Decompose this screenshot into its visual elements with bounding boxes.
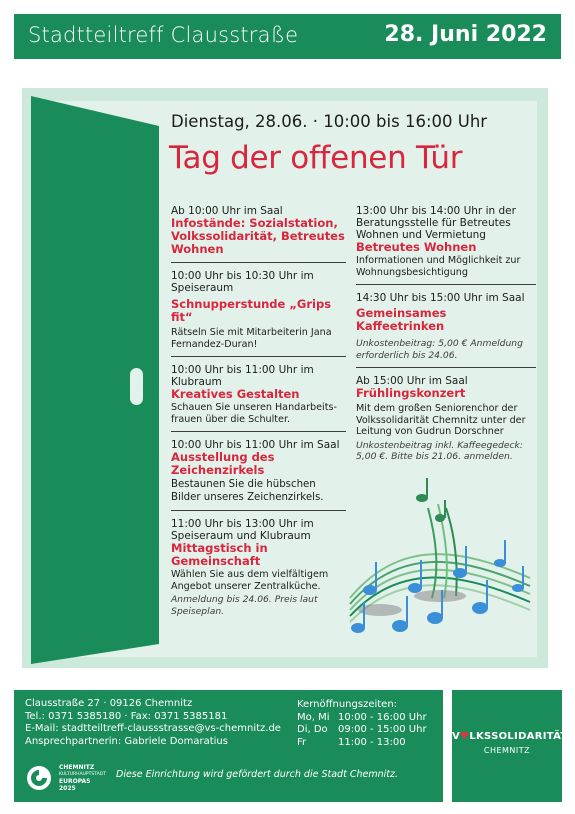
program-left	[171, 205, 346, 630]
hours-days: Fr	[297, 736, 307, 748]
program-item	[171, 364, 346, 432]
item-time: 14:30 Uhr bis 15:00 Uhr im Saal	[356, 292, 525, 304]
item-time: Ab 15:00 Uhr im Saal	[356, 375, 468, 387]
hours-time: 10:00 - 16:00 Uhr	[338, 711, 427, 723]
hours-row	[297, 712, 427, 725]
item-heading: Frühlingskonzert	[356, 386, 466, 400]
item-heading: Infostände: Sozialstation, Volkssolidarität, Betreutes Wohnen	[171, 216, 345, 256]
opening-hours	[297, 699, 427, 749]
item-time: 11:00 Uhr bis 13:00 Uhr im Speiseraum und Klubraum	[171, 518, 314, 542]
vs-city: CHEMNITZ	[483, 746, 531, 755]
hours-time: 11:00 - 13:00	[338, 736, 406, 748]
item-heading: Ausstellung des Zeichenzirkels	[171, 450, 275, 477]
program-item	[356, 375, 536, 469]
chemnitz-mark-icon	[25, 764, 53, 792]
item-note: Unkostenbeitrag inkl. Kaffeegedeck: 5,00 €. Bitte bis 21.06. anmelden.	[356, 439, 523, 462]
item-desc: Informationen und Möglichkeit zur Wohnungsbesichtigung	[356, 255, 521, 278]
address: Clausstraße 27 · 09126 Chemnitz	[25, 698, 193, 709]
program-item	[356, 205, 536, 285]
door-illustration	[31, 96, 163, 666]
item-heading: Betreutes Wohnen	[356, 240, 477, 254]
item-time: 10:00 Uhr bis 11:00 Uhr im Klubraum	[171, 364, 314, 388]
program-item	[171, 518, 346, 623]
item-desc: Schauen Sie unseren Handarbeits-frauen über die Schulter.	[171, 402, 337, 425]
hours-time: 09:00 - 15:00 Uhr	[338, 724, 427, 735]
contact-block	[25, 698, 281, 748]
vs-wordmark: V♥LKSSOLIDARITÄT	[452, 731, 568, 742]
item-heading: Mittagstisch in Gemeinschaft	[171, 541, 268, 568]
header-bar	[14, 14, 561, 59]
item-time: 10:00 Uhr bis 11:00 Uhr im Saal	[171, 439, 340, 451]
item-time: Ab 10:00 Uhr im Saal	[171, 205, 283, 217]
hours-title: Kernöffnungszeiten:	[297, 699, 398, 710]
item-time: 10:00 Uhr bis 10:30 Uhr im Speiseraum	[171, 270, 314, 294]
program-item	[171, 439, 346, 511]
program-item	[171, 270, 346, 357]
item-heading: Gemeinsames Kaffeetrinken	[356, 306, 447, 333]
item-desc: Bestaunen Sie die hübschen Bilder unseres Zeichenzirkels.	[171, 479, 324, 503]
program-item	[171, 205, 346, 263]
event-when: Dienstag, 28.06. · 10:00 bis 16:00 Uhr	[171, 112, 488, 131]
item-desc: Mit dem großen Seniorenchor der Volkssolidarität Chemnitz unter der Leitung von Gudrun Dorschner	[356, 403, 526, 437]
hours-days: Di, Do	[297, 724, 328, 735]
hours-days: Mo, Mi	[297, 711, 330, 723]
program-item	[356, 292, 536, 368]
footer-contact	[14, 690, 443, 802]
heart-icon: ♥	[460, 731, 470, 742]
event-title: Tag der offenen Tür	[169, 140, 463, 176]
contact-person: Ansprechpartnerin: Gabriele Domaratius	[25, 735, 228, 747]
item-desc: Rätseln Sie mit Mitarbeiterin Jana Fernandez-Duran!	[171, 327, 332, 350]
volkssolidaritaet-logo	[452, 690, 568, 802]
item-heading: Schnupperstunde „Grips fit“	[171, 297, 332, 324]
org-name: Stadtteiltreff Clausstraße	[28, 23, 299, 47]
program-right	[356, 205, 536, 476]
music-notes-illustration	[340, 478, 540, 658]
item-note: Anmeldung bis 24.06. Preis laut Speiseplan.	[171, 594, 318, 617]
item-desc: Wählen Sie aus dem vielfältigem Angebot unserer Zentralküche.	[171, 569, 329, 592]
funding-note: Diese Einrichtung wird gefördert durch die Stadt Chemnitz.	[116, 769, 398, 780]
item-heading: Kreatives Gestalten	[171, 387, 300, 401]
email: E-Mail: stadtteiltreff-claussstrasse@vs-chemnitz.de	[25, 723, 281, 734]
hours-row	[297, 724, 427, 737]
logo-text: CHEMNITZ KULTURHAUPTSTADT EUROPAS 2025	[59, 764, 106, 792]
event-date: 28. Juni 2022	[384, 22, 547, 47]
chemnitz-2025-logo	[25, 762, 107, 796]
item-note: Unkostenbeitrag: 5,00 € Anmeldung erforderlich bis 24.06.	[356, 338, 523, 361]
phone-fax: Tel.: 0371 5385180 · Fax: 0371 5385181	[25, 710, 228, 722]
hours-row	[297, 737, 427, 750]
item-time: 13:00 Uhr bis 14:00 Uhr in der Beratungsstelle für Betreutes Wohnen und Vermietung	[356, 205, 516, 241]
